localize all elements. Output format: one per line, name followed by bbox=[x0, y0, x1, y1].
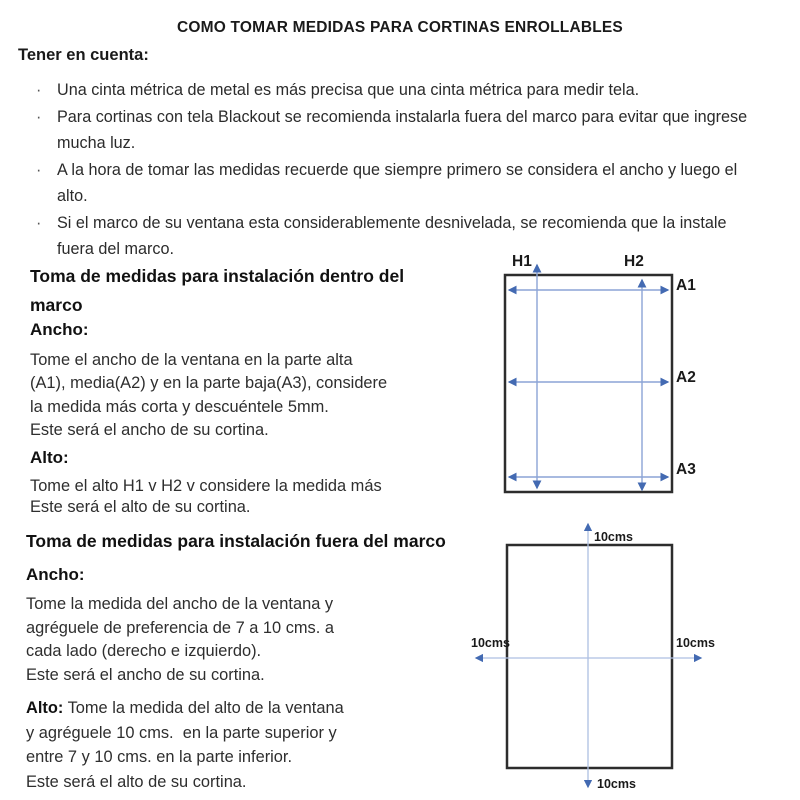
list-item bbox=[36, 104, 747, 157]
note-line: A la hora de tomar las medidas recuerde que siempre primero se considera el ancho y luego el bbox=[57, 160, 738, 179]
alto-label: Alto: bbox=[26, 699, 64, 717]
note-line: Si el marco de su ventana esta considerablemente desnivelada, se recomienda que la instale bbox=[57, 213, 727, 232]
section-heading-outside: Toma de medidas para instalación fuera del marco bbox=[26, 531, 446, 551]
note-line: Para cortinas con tela Blackout se recomienda instalarla fuera del marco para evitar que ingrese bbox=[57, 107, 748, 126]
list-item bbox=[36, 157, 747, 210]
body-line: agréguele de preferencia de 7 a 10 cms. a bbox=[26, 618, 334, 637]
notes-list bbox=[36, 77, 747, 263]
bottom-10cms-label: 10cms bbox=[597, 777, 636, 791]
body-line: entre 7 y 10 cms. en la parte inferior. bbox=[26, 748, 293, 766]
body-line: la medida más corta y descuéntele 5mm. bbox=[30, 397, 329, 416]
a2-label: A2 bbox=[676, 369, 696, 386]
alto-label: Alto: bbox=[30, 448, 69, 467]
body-line: Este será el ancho de su cortina. bbox=[26, 665, 265, 684]
window-frame-rect bbox=[505, 275, 672, 492]
body-line: Este será el ancho de su cortina. bbox=[30, 420, 269, 439]
diagram-outside-frame bbox=[460, 510, 800, 800]
body-line: Tome la medida del ancho de la ventana y bbox=[26, 595, 334, 613]
top-10cms-label: 10cms bbox=[594, 530, 633, 544]
measurement-diagram-graphic bbox=[460, 245, 800, 505]
bullet-icon: · bbox=[36, 81, 42, 99]
h1-label: H1 bbox=[512, 253, 532, 270]
measurement-diagram-graphic bbox=[460, 510, 800, 800]
bullet-icon: · bbox=[36, 107, 42, 126]
ancho-label: Ancho: bbox=[26, 565, 85, 584]
ancho-label: Ancho: bbox=[30, 320, 89, 339]
paragraph-alto-inside bbox=[30, 448, 382, 518]
body-line: (A1), media(A2) y en la parte baja(A3), considere bbox=[30, 374, 388, 393]
note-line: Una cinta métrica de metal es más precisa que una cinta métrica para medir tela. bbox=[57, 81, 640, 99]
left-10cms-label: 10cms bbox=[471, 636, 510, 650]
h2-label: H2 bbox=[624, 253, 644, 270]
right-10cms-label: 10cms bbox=[676, 636, 715, 650]
notes-heading: Tener en cuenta: bbox=[18, 46, 149, 64]
body-line: Tome el ancho de la ventana en la parte alta bbox=[30, 351, 353, 369]
note-line: mucha luz. bbox=[57, 134, 136, 152]
body-line: y agréguele 10 cms. en la parte superior y bbox=[26, 723, 337, 742]
body-line: Alto: Tome la medida del alto de la ventana bbox=[26, 699, 344, 717]
body-line: Tome el alto H1 v H2 v considere la medida más bbox=[30, 477, 382, 495]
paragraph-ancho-outside bbox=[26, 565, 334, 687]
note-line: fuera del marco. bbox=[57, 240, 174, 258]
section-heading-inside: Toma de medidas para instalación dentro del marco bbox=[30, 266, 405, 315]
body-line: Este será el alto de su cortina. bbox=[30, 498, 251, 516]
paragraph-ancho-inside bbox=[30, 320, 387, 442]
a3-label: A3 bbox=[676, 461, 696, 478]
a1-label: A1 bbox=[676, 277, 696, 294]
window-frame-rect bbox=[507, 545, 672, 768]
bullet-icon: · bbox=[36, 213, 42, 232]
body-line: cada lado (derecho e izquierdo). bbox=[26, 642, 262, 660]
note-line: alto. bbox=[57, 187, 88, 205]
page-title: COMO TOMAR MEDIDAS PARA CORTINAS ENROLLABLES bbox=[177, 19, 623, 36]
list-item bbox=[36, 77, 747, 104]
paragraph-alto-outside bbox=[26, 696, 344, 794]
body-line: Este será el alto de su cortina. bbox=[26, 772, 247, 791]
bullet-icon: · bbox=[36, 160, 42, 179]
diagram-inside-frame bbox=[460, 245, 800, 505]
